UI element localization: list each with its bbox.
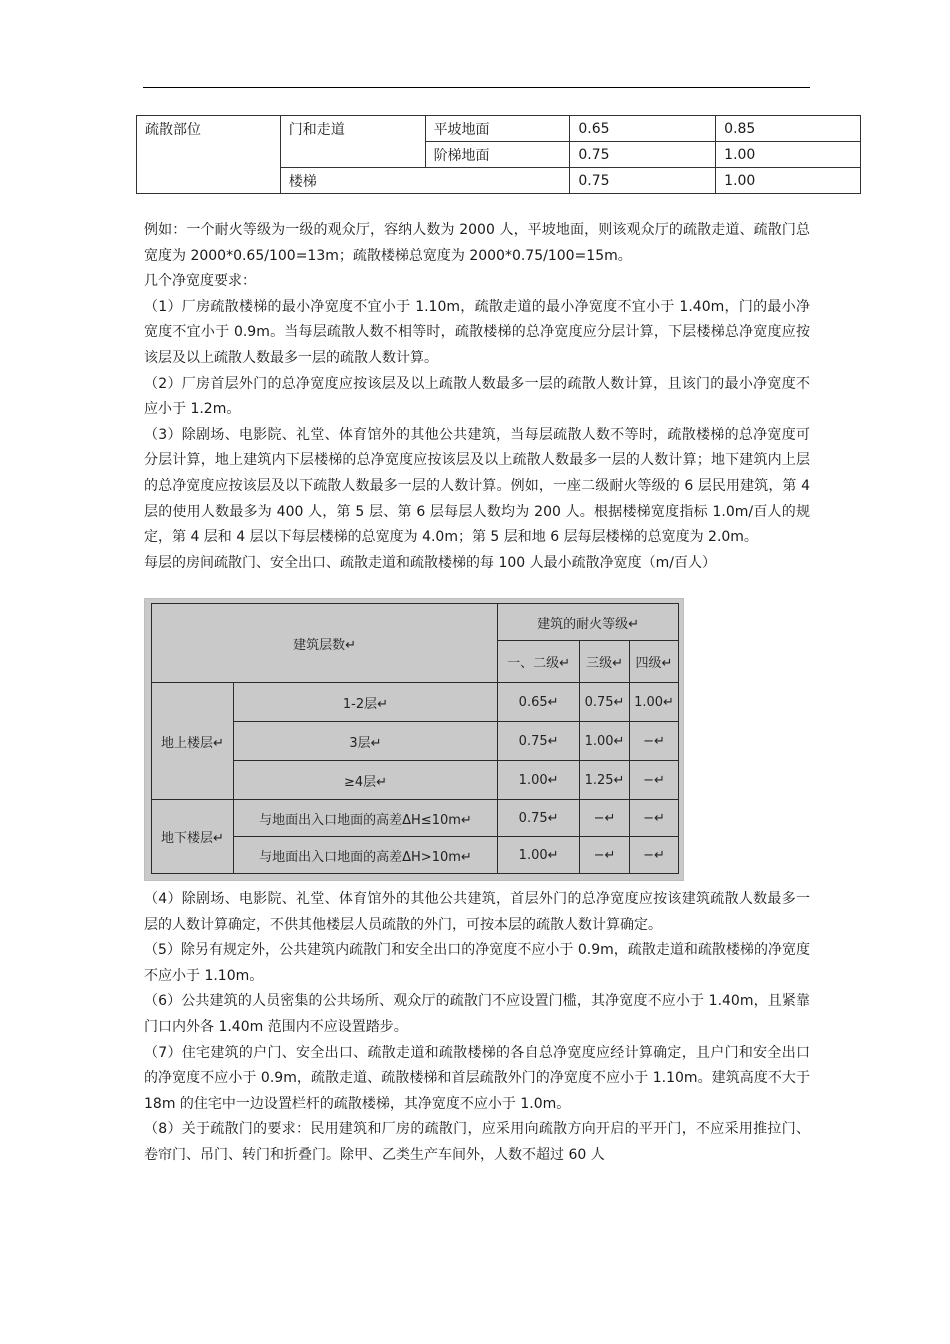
body-text-2 [144, 887, 810, 1169]
cell-value: −↵ [580, 837, 630, 874]
header-grade-3: 三级↵ [580, 641, 630, 683]
paragraph: （7）住宅建筑的户门、安全出口、疏散走道和疏散楼梯的各自总净宽度应经计算确定，且户门和安全出口的净宽度不应小于 0.9m，疏散走道、疏散楼梯和首层疏散外门的净宽度不应小于 1.10m。建筑高度不大于 18m 的住宅中一边设置栏杆的疏散楼梯，其净宽度不应小于 1.0m。 [144, 1044, 810, 1112]
cell-value: 0.75↵ [498, 722, 580, 761]
cell-value: 1.25↵ [580, 761, 630, 800]
row-label: 3层↵ [233, 722, 497, 761]
evac-width-table [151, 603, 679, 874]
header-grade-1-2: 一、二级↵ [498, 641, 580, 683]
cell-value: 0.85 [716, 116, 861, 142]
cell-value: 1.00↵ [630, 683, 679, 722]
cell-value: −↵ [580, 800, 630, 837]
evac-width-table-image [144, 598, 684, 881]
cell-value: 0.75↵ [580, 683, 630, 722]
header-fire-grade: 建筑的耐火等级↵ [498, 604, 679, 641]
header-rule [143, 87, 810, 88]
header-floors: 建筑层数↵ [152, 604, 498, 683]
cell-value: −↵ [630, 800, 679, 837]
cell-stairs: 楼梯 [280, 168, 570, 194]
header-grade-4: 四级↵ [630, 641, 679, 683]
cell-value: −↵ [630, 837, 679, 874]
paragraph: 几个净宽度要求： [144, 273, 256, 290]
cell-value: 0.75 [570, 142, 716, 168]
table-caption: 每层的房间疏散门、安全出口、疏散走道和疏散楼梯的每 100 人最小疏散净宽度（m/百人） [144, 554, 716, 571]
cell-door-corridor: 门和走道 [280, 116, 425, 168]
cell-value: 0.65 [570, 116, 716, 142]
body-text-1 [144, 218, 810, 576]
cell-value: −↵ [630, 761, 679, 800]
paragraph: （1）厂房疏散楼梯的最小净宽度不宜小于 1.10m，疏散走道的最小净宽度不宜小于 1.40m，门的最小净宽度不宜小于 0.9m。当每层疏散人数不相等时，疏散楼梯的总净宽度应分层计算，下层楼梯总净宽度应按该层及以上疏散人数最多一层的疏散人数计算。 [144, 298, 810, 366]
cell-value: 0.75↵ [498, 800, 580, 837]
cell-stepped: 阶梯地面 [425, 142, 570, 168]
cell-value: 0.75 [570, 168, 716, 194]
row-label: 与地面出入口地面的高差ΔH>10m↵ [233, 837, 497, 874]
cell-value: 1.00↵ [498, 761, 580, 800]
cell-value: 1.00↵ [580, 722, 630, 761]
paragraph: 例如：一个耐火等级为一级的观众厅，容纳人数为 2000 人，平坡地面，则该观众厅的疏散走道、疏散门总宽度为 2000*0.65/100=13m；疏散楼梯总宽度为 2000*0.75/100=15m。 [144, 222, 810, 264]
cell-value: 0.65↵ [498, 683, 580, 722]
paragraph: （8）关于疏散门的要求：民用建筑和厂房的疏散门，应采用向疏散方向开启的平开门，不应采用推拉门、卷帘门、吊门、转门和折叠门。除甲、乙类生产车间外，人数不超过 60 人 [144, 1121, 810, 1163]
width-table [136, 115, 861, 194]
label-below-ground: 地下楼层↵ [152, 800, 234, 874]
cell-flat: 平坡地面 [425, 116, 570, 142]
row-label: ≥4层↵ [233, 761, 497, 800]
row-label: 与地面出入口地面的高差ΔH≤10m↵ [233, 800, 497, 837]
row-label: 1-2层↵ [233, 683, 497, 722]
cell-value: 1.00↵ [498, 837, 580, 874]
paragraph: （5）除另有规定外，公共建筑内疏散门和安全出口的净宽度不应小于 0.9m，疏散走道和疏散楼梯的净宽度不应小于 1.10m。 [144, 942, 810, 984]
cell-evac-part: 疏散部位 [137, 116, 281, 194]
paragraph: （6）公共建筑的人员密集的公共场所、观众厅的疏散门不应设置门槛，其净宽度不应小于 1.40m，且紧靠门口内外各 1.40m 范围内不应设置踏步。 [144, 993, 810, 1035]
cell-value: 1.00 [716, 142, 861, 168]
paragraph: （3）除剧场、电影院、礼堂、体育馆外的其他公共建筑，当每层疏散人数不等时，疏散楼梯的总净宽度可分层计算，地上建筑内下层楼梯的总净宽度应按该层及以上疏散人数最多一层的人数计算；地下建筑内上层的总净宽度应按该层及以下疏散人数最多一层的人数计算。例如，一座二级耐火等级的 6 层民用建筑，第 4 层的使用人数最多为 400 人，第 5 层、第 6 层每层人数均为 200 人。根据楼梯宽度指标 1.0m/百人的规定，第 4 层和 4 层以下每层楼梯的总宽度为 4.0m；第 5 层和地 6 层每层楼梯的总宽度为 2.0m。 [144, 426, 810, 546]
cell-value: 1.00 [716, 168, 861, 194]
cell-value: −↵ [630, 722, 679, 761]
paragraph: （2）厂房首层外门的总净宽度应按该层及以上疏散人数最多一层的疏散人数计算，且该门的最小净宽度不应小于 1.2m。 [144, 375, 810, 418]
paragraph: （4）除剧场、电影院、礼堂、体育馆外的其他公共建筑，首层外门的总净宽度应按该建筑疏散人数最多一层的人数计算确定，不供其他楼层人员疏散的外门，可按本层的疏散人数计算确定。 [144, 891, 810, 933]
label-above-ground: 地上楼层↵ [152, 683, 234, 800]
